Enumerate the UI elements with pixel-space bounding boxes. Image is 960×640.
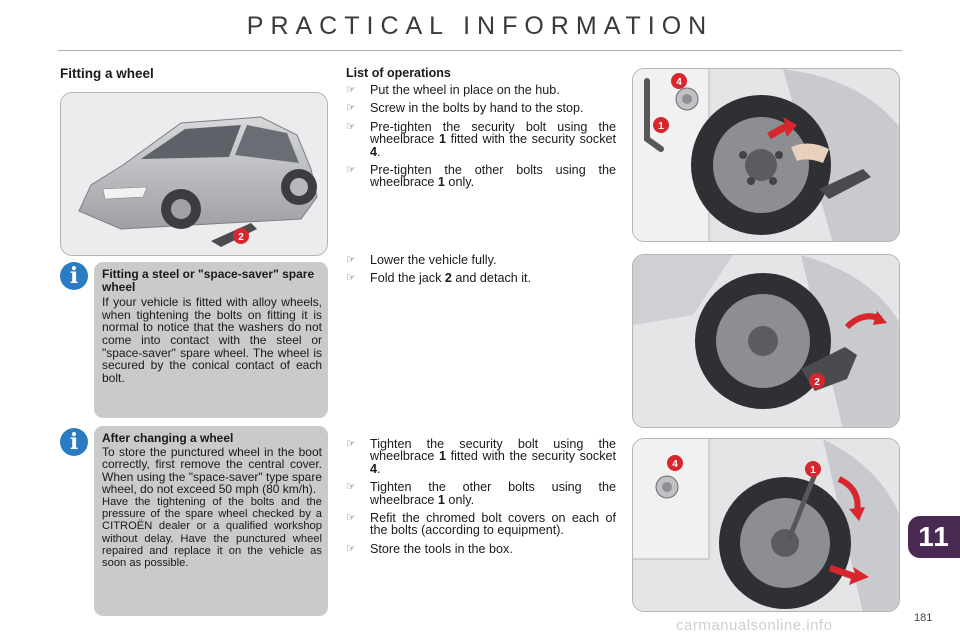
list-item: ☞ Screw in the bolts by hand to the stop. <box>346 101 584 116</box>
jack-folding-illustration <box>632 254 900 428</box>
page-title: PRACTICAL INFORMATION <box>246 12 714 40</box>
info-icon: i <box>60 262 88 290</box>
info-box-title: After changing a wheel <box>102 431 234 445</box>
list-item: ☞ Pre-tighten the other bolts using the wheelbrace 1 only. <box>346 163 616 190</box>
wheelbrace-label: 1 <box>658 121 664 132</box>
pointing-hand-icon: ☞ <box>346 120 356 133</box>
wheelbrace-label-2: 1 <box>810 465 816 476</box>
list-item: ☞ Refit the chromed bolt covers on each of the bolts (according to equipment). <box>346 511 616 538</box>
info-box-after-change <box>94 426 328 616</box>
chapter-tab: 11 <box>908 516 960 558</box>
car-illustration <box>60 92 328 256</box>
operations-list-3 <box>346 438 616 561</box>
pointing-hand-icon: ☞ <box>346 438 356 450</box>
section-heading: Fitting a wheel <box>60 66 154 81</box>
socket-label-2: 4 <box>672 459 678 470</box>
info-box-title: Fitting a steel or "space-saver" spare wheel <box>102 267 315 294</box>
list-item: ☞ Lower the vehicle fully. <box>346 253 497 267</box>
pointing-hand-icon: ☞ <box>346 84 356 96</box>
pointing-hand-icon: ☞ <box>346 102 356 115</box>
info-box-spare-wheel <box>94 262 328 418</box>
pointing-hand-icon: ☞ <box>346 254 356 266</box>
header-divider <box>58 50 902 51</box>
pointing-hand-icon: ☞ <box>346 164 356 177</box>
info-box-body: To store the punctured wheel in the boot correctly, first remove the central cover. When using the "space-saver" type spare wheel, do not exceed 50 mph (80 km/h). <box>102 444 322 497</box>
pointing-hand-icon: ☞ <box>346 272 356 285</box>
page-number: 181 <box>914 612 933 624</box>
list-item: ☞ Store the tools in the box. <box>346 541 513 556</box>
list-item: ☞ Tighten the security bolt using the wheelbrace 1 fitted with the security socket 4. <box>346 437 616 476</box>
pointing-hand-icon: ☞ <box>346 512 356 525</box>
operations-heading: List of operations <box>346 66 451 80</box>
info-box-body-2: Have the tightening of the bolts and the pressure of the spare wheel checked by a CITROËN dealer or a qualified workshop without delay. Have the punctured wheel repaired and replace it on the vehicle as soon as possible. <box>102 495 322 569</box>
jack-label-2: 2 <box>814 377 820 388</box>
jack-label: 2 <box>238 232 244 243</box>
info-icon: i <box>60 428 88 456</box>
operations-list-1 <box>346 84 616 195</box>
list-item: ☞ Put the wheel in place on the hub. <box>346 83 560 97</box>
socket-label: 4 <box>676 77 682 88</box>
operations-list-2 <box>346 254 616 291</box>
info-box-body: If your vehicle is fitted with alloy wheels, when tightening the bolts on fitting it is normal to notice that the washers do not come into contact with the steel or "space-saver" spare wheel. The wheel is secured by the conical contact of each bolt. <box>102 295 322 385</box>
wheel-fitting-illustration <box>632 68 900 242</box>
pointing-hand-icon: ☞ <box>346 542 356 555</box>
list-item: ☞ Pre-tighten the security bolt using the wheelbrace 1 fitted with the security socket 4. <box>346 119 616 159</box>
watermark: carmanualsonline.info <box>676 617 833 634</box>
list-item: ☞ Tighten the other bolts using the wheelbrace 1 only. <box>346 480 616 507</box>
list-item: ☞ Fold the jack 2 and detach it. <box>346 271 532 286</box>
bolt-tightening-illustration <box>632 438 900 612</box>
pointing-hand-icon: ☞ <box>346 481 356 494</box>
